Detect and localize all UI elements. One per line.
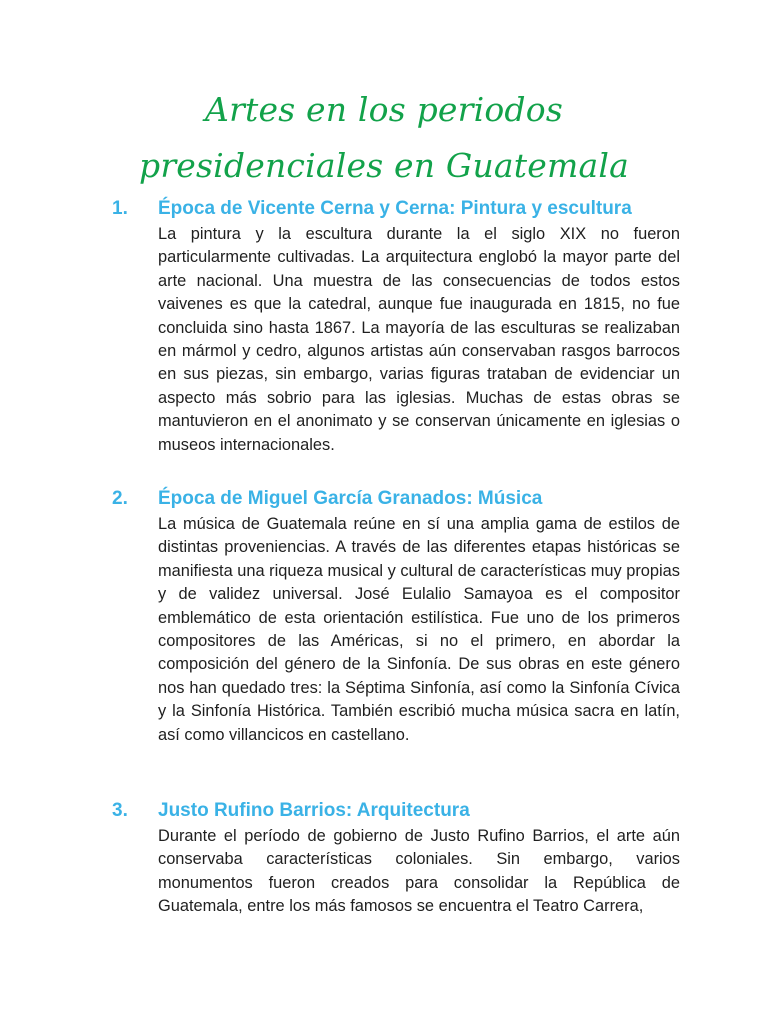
section-number: 1. — [112, 198, 128, 219]
page-title: Artes en los periodos presidenciales en Guatemala — [139, 90, 629, 185]
section-body: Durante el período de gobierno de Justo Rufino Barrios, el arte aún conservaba características coloniales. Sin embargo, varios monumentos fueron creados para consolidar la República de Guatemala, entre los más famosos se encuentra el Teatro Carrera, — [158, 827, 680, 916]
section-number: 3. — [112, 800, 128, 821]
section-number: 2. — [112, 488, 128, 509]
section-heading: Justo Rufino Barrios: Arquitectura — [158, 800, 470, 821]
section-heading: Época de Miguel García Granados: Música — [158, 488, 543, 509]
section-body: La pintura y la escultura durante la el siglo XIX no fueron particularmente cultivadas. La arquitectura englobó la mayor parte del arte nacional. Una muestra de las consecuencias de todos estos vaivenes es que la catedral, aunque fue inaugurada en 1815, no fue concluida sino hasta 1867. La mayoría de las esculturas se realizaban en mármol y cedro, algunos artistas aún conservaban rasgos barrocos en sus piezas, sin embargo, varias figuras trataban de evidenciar un aspecto más sobrio para las iglesias. Muchas de estas obras se mantuvieron en el anonimato y se conservan únicamente en iglesias o museos internacionales. — [158, 225, 680, 454]
section-heading: Época de Vicente Cerna y Cerna: Pintura y escultura — [158, 198, 632, 219]
section-body: La música de Guatemala reúne en sí una amplia gama de estilos de distintas proveniencias. A través de las diferentes etapas históricas se manifiesta una riqueza musical y cultural de características muy propias y de validez universal. José Eulalio Samayoa es el compositor emblemático de esta orientación estilística. Fue uno de los primeros compositores de las Américas, si no el primero, en abordar la composición del género de la Sinfonía. De sus obras en este género nos han quedado tres: la Séptima Sinfonía, así como la Sinfonía Cívica y la Sinfonía Histórica. También escribió mucha música sacra en latín, así como villancicos en castellano. — [158, 515, 680, 744]
